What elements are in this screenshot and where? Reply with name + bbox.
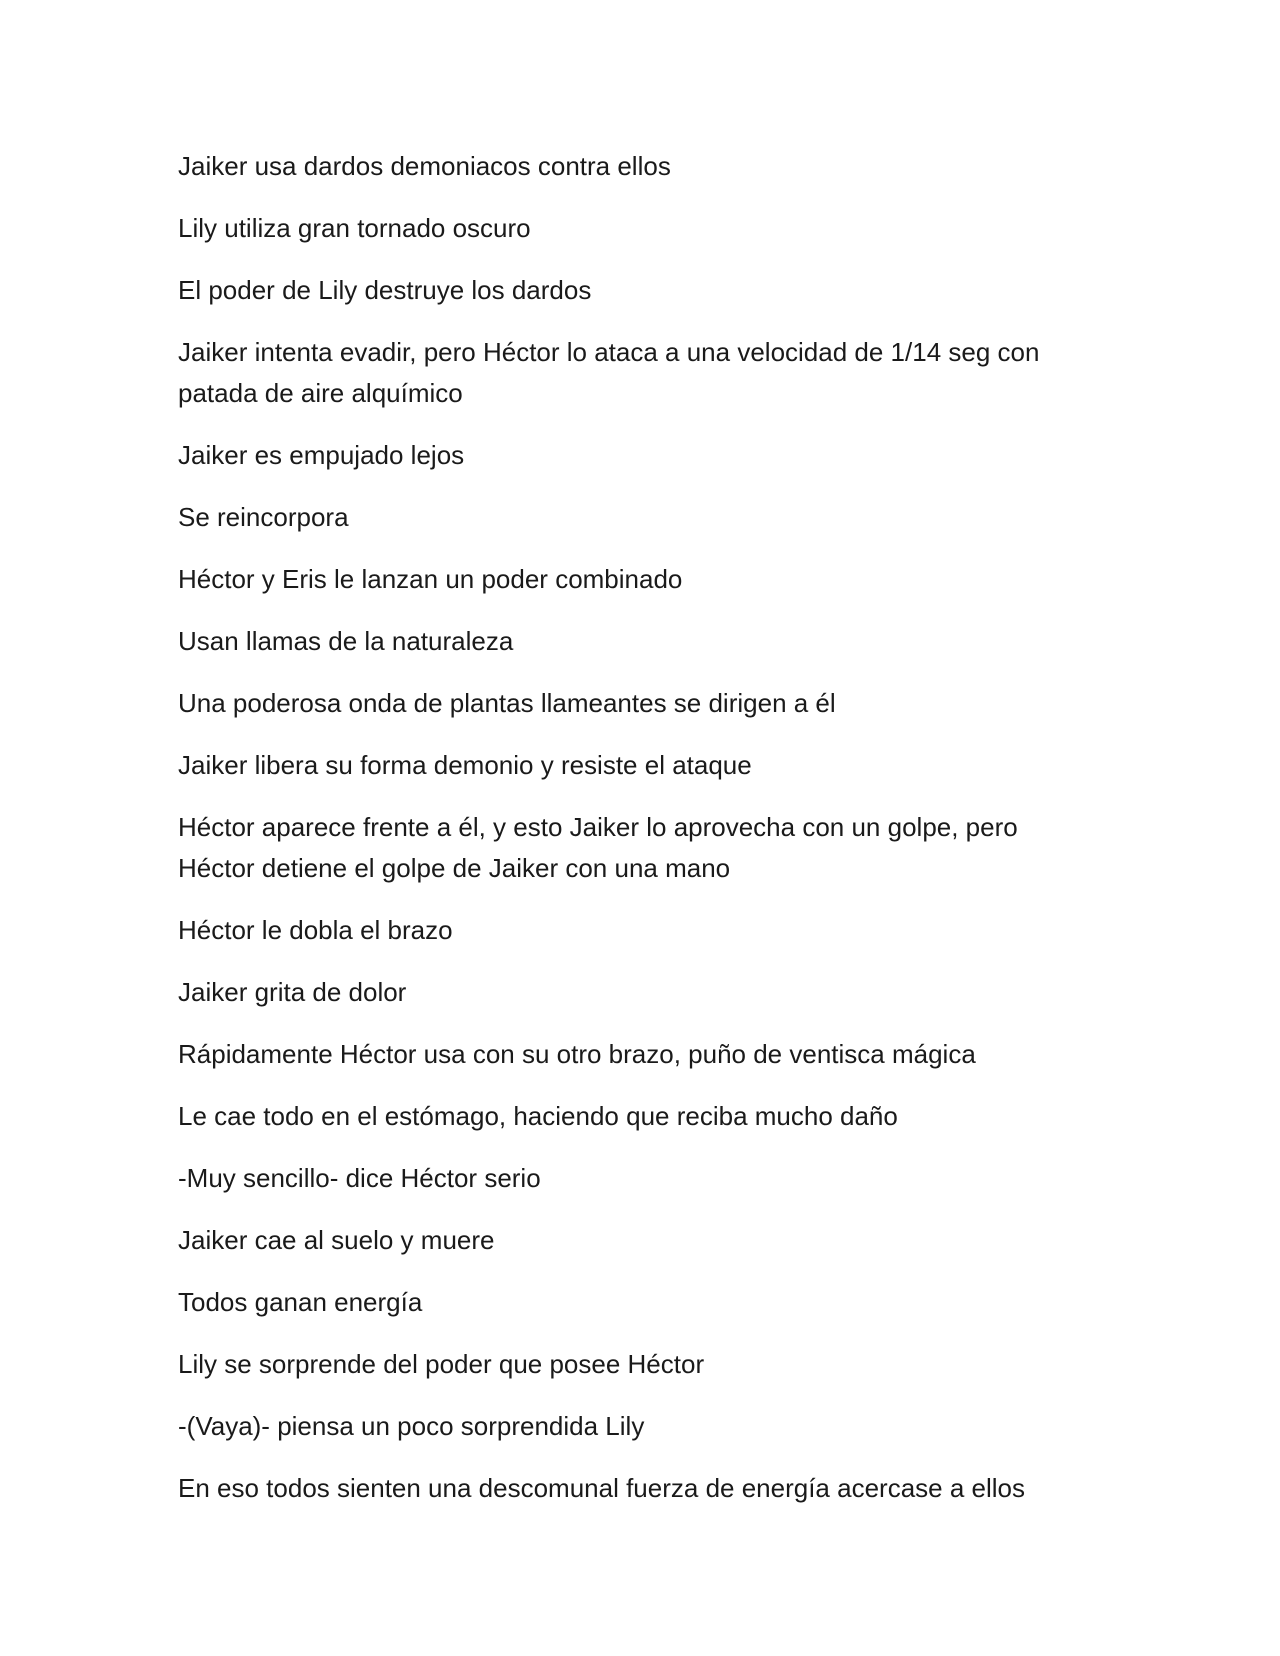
paragraph: Una poderosa onda de plantas llameantes se dirigen a él [178, 688, 836, 718]
paragraph: Lily utiliza gran tornado oscuro [178, 213, 531, 243]
paragraph: Jaiker intenta evadir, pero Héctor lo ataca a una velocidad de 1/14 seg con patada de aire alquímico [178, 337, 1040, 408]
paragraph: En eso todos sienten una descomunal fuerza de energía acercase a ellos [178, 1473, 1025, 1503]
paragraph: Lily se sorprende del poder que posee Héctor [178, 1349, 705, 1379]
paragraph: -(Vaya)- piensa un poco sorprendida Lily [178, 1411, 645, 1441]
paragraph: Todos ganan energía [178, 1287, 423, 1317]
paragraph: Héctor aparece frente a él, y esto Jaiker lo aprovecha con un golpe, pero Héctor detiene el golpe de Jaiker con una mano [178, 812, 1018, 883]
paragraph: Se reincorpora [178, 502, 349, 532]
paragraph: Héctor le dobla el brazo [178, 915, 453, 945]
paragraph: Jaiker libera su forma demonio y resiste el ataque [178, 750, 752, 780]
paragraph: Jaiker es empujado lejos [178, 440, 465, 470]
paragraph: Jaiker usa dardos demoniacos contra ellos [178, 151, 671, 181]
paragraph: Rápidamente Héctor usa con su otro brazo, puño de ventisca mágica [178, 1039, 976, 1069]
paragraph: Le cae todo en el estómago, haciendo que reciba mucho daño [178, 1101, 898, 1131]
paragraph: Usan llamas de la naturaleza [178, 626, 514, 656]
paragraph: El poder de Lily destruye los dardos [178, 275, 592, 305]
paragraph: -Muy sencillo- dice Héctor serio [178, 1163, 541, 1193]
paragraph: Jaiker grita de dolor [178, 977, 407, 1007]
paragraph: Héctor y Eris le lanzan un poder combinado [178, 564, 683, 594]
document-body [178, 146, 1088, 1530]
paragraph: Jaiker cae al suelo y muere [178, 1225, 495, 1255]
